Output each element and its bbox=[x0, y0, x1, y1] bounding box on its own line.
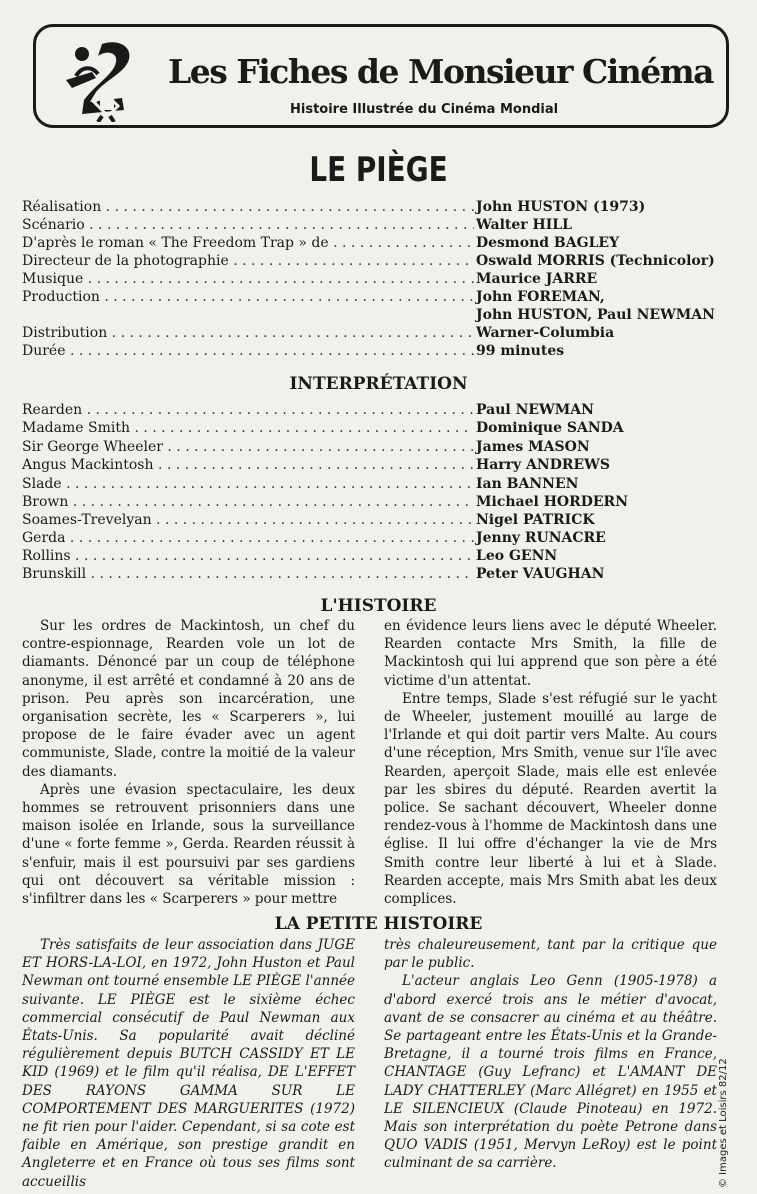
credit-value: John HUSTON (1973) bbox=[476, 199, 646, 215]
credit-label: D'après le roman « The Freedom Trap » de . . . bbox=[22, 234, 474, 252]
cast-row bbox=[22, 401, 730, 419]
credit-row bbox=[22, 288, 730, 324]
credit-row bbox=[22, 252, 730, 270]
paragraph: Entre temps, Slade s'est réfugié sur le yacht de Wheeler, justement mouillé au large de l'Irlande et qui doit partir vers Malte. Au cours d'une réception, Mrs Smith, venue sur l'île avec Rearden, aperçoit Slade, mais elle est enlevée par les sbires du député. Rearden avertit la police. Se sachant découvert, Wheeler donne rendez-vous à l'homme de Mackintosh dans une église. Il lui offre d'échanger la vie de Mrs Smith contre leur liberté à lui et à Slade. Rearden accepte, mais Mrs Smith abat les deux complices. bbox=[384, 690, 717, 908]
monsieur-cinema-logo bbox=[62, 36, 142, 122]
cast-heading: INTERPRÉTATION bbox=[289, 374, 468, 394]
brand-title: Les Fiches de Monsieur Cinéma bbox=[168, 52, 714, 91]
credit-label: Production . . . bbox=[22, 288, 474, 306]
credit-value: Desmond BAGLEY bbox=[476, 235, 620, 251]
credit-value: Oswald MORRIS (Technicolor) bbox=[476, 253, 715, 269]
histoire-right-column bbox=[384, 617, 717, 908]
credit-label: Scénario . . . bbox=[22, 216, 474, 234]
cast-role: Gerda . . . bbox=[22, 529, 474, 547]
film-title: LE PIÈGE bbox=[309, 150, 448, 190]
cast-actor: Leo GENN bbox=[476, 548, 558, 564]
histoire-heading: L'HISTOIRE bbox=[320, 596, 437, 616]
cast-row bbox=[22, 547, 730, 565]
credit-row bbox=[22, 198, 730, 216]
credit-value: Walter HILL bbox=[476, 217, 572, 233]
brand-subtitle: Histoire Illustrée du Cinéma Mondial bbox=[290, 102, 559, 117]
cast-role: Soames-Trevelyan . . . bbox=[22, 511, 474, 529]
cast-role: Rearden . . . bbox=[22, 401, 474, 419]
cast-actor: Jenny RUNACRE bbox=[476, 530, 606, 546]
cast-row bbox=[22, 438, 730, 456]
credit-row bbox=[22, 342, 730, 360]
cast-row bbox=[22, 511, 730, 529]
credit-value: Maurice JARRE bbox=[476, 271, 598, 287]
paragraph: Après une évasion spectaculaire, les deux hommes se retrouvent prisonniers dans une maison isolée en Irlande, sous la surveillance d'une « forte femme », Gerda. Rearden réussit à s'enfuir, mais il est poursuivi par ses gardiens qui ont découvert sa véritable mission : s'infiltrer dans les « Scarperers » pour mettre bbox=[22, 781, 355, 908]
credit-row bbox=[22, 234, 730, 252]
credit-label: Durée . . . bbox=[22, 342, 474, 360]
petite-histoire-right-column bbox=[384, 936, 717, 1173]
cast-actor: Ian BANNEN bbox=[476, 476, 579, 492]
petite-histoire-left-column bbox=[22, 936, 355, 1191]
credit-label: Réalisation . . . bbox=[22, 198, 474, 216]
cast-role: Slade . . . bbox=[22, 475, 474, 493]
cast-actor: Paul NEWMAN bbox=[476, 402, 594, 418]
credit-value: 99 minutes bbox=[476, 343, 565, 359]
cast-role: Madame Smith . . . bbox=[22, 419, 474, 437]
cast-actor: Dominique SANDA bbox=[476, 420, 624, 436]
cast-row bbox=[22, 493, 730, 511]
credit-row bbox=[22, 216, 730, 234]
cast-row bbox=[22, 475, 730, 493]
cast-row bbox=[22, 529, 730, 547]
cast-row bbox=[22, 565, 730, 583]
credit-label: Distribution . . . bbox=[22, 324, 474, 342]
credit-row bbox=[22, 324, 730, 342]
cast-role: Brown . . . bbox=[22, 493, 474, 511]
credit-value-continued: John HUSTON, Paul NEWMAN bbox=[476, 307, 715, 323]
paragraph: Très satisfaits de leur association dans JUGE ET HORS-LA-LOI, en 1972, John Huston et Paul Newman ont tourné ensemble LE PIÈGE l'année suivante. LE PIÈGE est le sixième échec commercial consécutif de Paul Newman aux États-Unis. Sa popularité avait décliné régulièrement depuis BUTCH CASSIDY ET LE KID (1969) et le film qu'il réalisa, DE L'EFFET DES RAYONS GAMMA SUR LE COMPORTEMENT DES MARGUERITES (1972) ne fit rien pour l'aider. Cependant, si sa cote est faible en Amérique, son prestige grandit en Angleterre et en France où tous ses films sont accueillis bbox=[22, 937, 355, 1190]
cast-role: Brunskill . . . bbox=[22, 565, 474, 583]
credit-value: John FOREMAN, bbox=[476, 289, 605, 305]
credit-label: Musique . . . bbox=[22, 270, 474, 288]
cast-actor: Harry ANDREWS bbox=[476, 457, 610, 473]
cast-role: Rollins . . . bbox=[22, 547, 474, 565]
paragraph: L'acteur anglais Leo Genn (1905-1978) a d'abord exercé trois ans le métier d'avocat, avant de se consacrer au cinéma et au théâtre. Se partageant entre les États-Unis et la Grande-Bretagne, il a tourné trois films en France, CHANTAGE (Guy Lefranc) et L'AMANT DE LADY CHATTERLEY (Marc Allégret) en 1955 et LE SILENCIEUX (Claude Pinoteau) en 1972. Mais son interprétation du poète Petrone dans QUO VADIS (1951, Mervyn LeRoy) est le point culminant de sa carrière. bbox=[384, 973, 717, 1172]
cast-actor: Michael HORDERN bbox=[476, 494, 628, 510]
credit-row bbox=[22, 270, 730, 288]
credit-label: Directeur de la photographie . . . bbox=[22, 252, 474, 270]
credit-value: Warner-Columbia bbox=[476, 325, 615, 341]
paragraph: Sur les ordres de Mackintosh, un chef du contre-espionnage, Rearden vole un lot de diamants. Dénoncé par un coup de téléphone anonyme, il est arrêté et condamné à 20 ans de prison. Peu après son incarcération, une organisation secrète, les « Scarperers », lui propose de le faire évader avec un agent communiste, Slade, contre la moitié de la valeur des diamants. bbox=[22, 618, 355, 780]
cast-row bbox=[22, 456, 730, 474]
cast-actor: Nigel PATRICK bbox=[476, 512, 595, 528]
paragraph: en évidence leurs liens avec le député Wheeler. Rearden contacte Mrs Smith, la fille de Mackintosh qui lui apprend que son père a été victime d'un attentat. bbox=[384, 618, 717, 689]
copyright-note: © Images et Loisirs 82/12 bbox=[718, 1058, 729, 1188]
cast-actor: Peter VAUGHAN bbox=[476, 566, 605, 582]
cast-role: Sir George Wheeler . . . bbox=[22, 438, 474, 456]
paragraph: très chaleureusement, tant par la critique que par le public. bbox=[384, 937, 717, 972]
cast-role: Angus Mackintosh . . . bbox=[22, 456, 474, 474]
histoire-left-column bbox=[22, 617, 355, 908]
cast-row bbox=[22, 419, 730, 437]
petite-histoire-heading: LA PETITE HISTOIRE bbox=[274, 914, 483, 934]
cast-actor: James MASON bbox=[476, 439, 590, 455]
